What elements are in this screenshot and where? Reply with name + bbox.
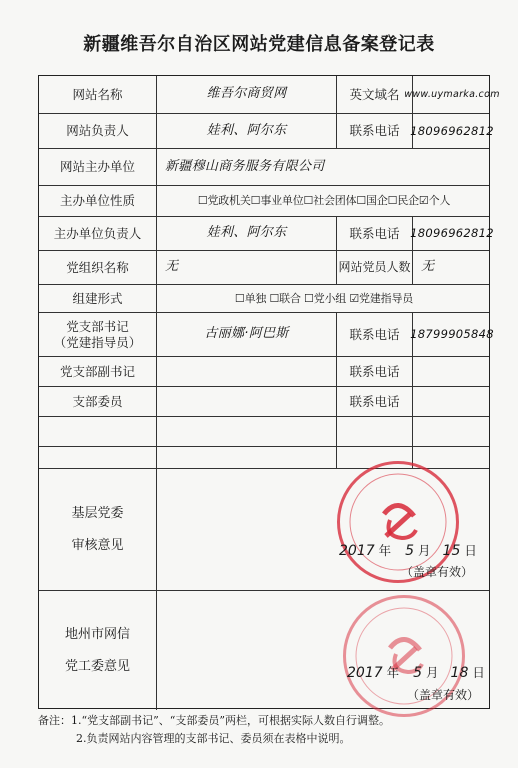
host-type-checkboxes: ☐党政机关☐事业单位☐社会团体☐国企☐民企☑个人 <box>197 194 451 208</box>
review1-seal-note: （盖章有效） <box>401 565 474 579</box>
phone-value-5 <box>413 387 491 416</box>
committee-value <box>157 387 337 416</box>
note-line-1: 备注：1.“党支部副书记”、“支部委员”两栏，可根据实际人数自行调整。 <box>38 714 390 727</box>
secretary-label-line1: 党支部书记 <box>66 318 129 334</box>
member-count-handwritten: 无 <box>421 259 435 275</box>
host-type-label: 主办单位性质 <box>39 186 157 216</box>
domain-value <box>404 76 500 113</box>
blank-cell <box>413 417 491 446</box>
form-notes <box>38 712 498 748</box>
phone-value-4 <box>413 357 491 386</box>
site-owner-value <box>157 114 337 148</box>
blank-cell <box>337 417 413 446</box>
host-unit-value <box>157 149 491 185</box>
site-name-value <box>157 76 337 113</box>
host-head-label: 主办单位负责人 <box>39 217 157 250</box>
host-unit-handwritten: 新疆穆山商务服务有限公司 <box>165 158 325 174</box>
phone-label-3: 联系电话 <box>337 313 413 356</box>
row-host-unit <box>39 149 489 186</box>
committee-label: 支部委员 <box>39 387 157 416</box>
site-name-handwritten: 维吾尔商贸网 <box>206 86 287 102</box>
review2-content <box>157 591 491 710</box>
review2-year-unit: 年 <box>386 665 400 680</box>
deputy-label: 党支部副书记 <box>39 357 157 386</box>
review1-date <box>339 543 477 561</box>
blank-cell <box>39 417 157 446</box>
phone-value-3 <box>410 313 494 356</box>
deputy-value <box>157 357 337 386</box>
secretary-label-line2: （党建指导员） <box>53 334 142 350</box>
form-type-options <box>157 285 491 312</box>
row-host-type <box>39 186 489 217</box>
review2-label-line2: 党工委意见 <box>64 658 130 674</box>
registration-table <box>38 75 500 709</box>
host-head-value <box>157 217 337 250</box>
form-title: 新疆维吾尔自治区网站党建信息备案登记表 <box>83 34 435 55</box>
member-count-value <box>413 251 491 284</box>
review1-month-unit: 月 <box>418 543 431 558</box>
site-name-label: 网站名称 <box>39 76 157 113</box>
row-site-owner <box>39 114 494 149</box>
host-type-options <box>157 186 491 216</box>
review2-month: 5 <box>413 665 423 681</box>
secretary-label <box>39 313 157 356</box>
row-deputy <box>39 357 489 387</box>
review2-label <box>39 591 157 710</box>
review2-day-unit: 日 <box>472 665 485 680</box>
review1-label-line1: 基层党委 <box>71 506 124 522</box>
secretary-value <box>157 313 337 356</box>
review2-date <box>347 665 485 683</box>
party-org-value <box>157 251 337 284</box>
blank-cell <box>157 417 337 446</box>
phone-value-2 <box>410 217 494 250</box>
review1-label-line2: 审核意见 <box>71 537 124 553</box>
phone-value-1 <box>410 114 494 148</box>
party-org-handwritten: 无 <box>165 259 179 275</box>
site-owner-handwritten: 娃利、阿尔东 <box>206 122 287 138</box>
review2-year: 2017 <box>347 665 383 681</box>
row-host-head <box>39 217 494 251</box>
row-secretary <box>39 313 494 357</box>
host-unit-label: 网站主办单位 <box>39 149 157 185</box>
row-review-prefecture <box>39 591 489 710</box>
row-blank-1 <box>39 417 489 447</box>
review2-seal-note: （盖章有效） <box>407 688 480 702</box>
site-owner-label: 网站负责人 <box>39 114 157 148</box>
domain-label: 英文域名 <box>337 76 413 113</box>
review2-day: 18 <box>450 665 469 681</box>
row-site-name <box>39 76 500 114</box>
row-review-grassroots <box>39 469 489 591</box>
review1-label <box>39 469 157 590</box>
phone-label-5: 联系电话 <box>337 387 413 416</box>
row-committee <box>39 387 489 417</box>
row-party-org <box>39 251 489 285</box>
host-head-handwritten: 娃利、阿尔东 <box>206 225 287 241</box>
review2-label-line1: 地州市网信 <box>64 627 130 643</box>
phone-label-4: 联系电话 <box>337 357 413 386</box>
phone-handwritten-1: 18096962812 <box>410 123 494 138</box>
note-line-2: 2.负责网站内容管理的支部书记、委员须在表格中说明。 <box>76 732 351 745</box>
row-form-type <box>39 285 489 313</box>
review1-content <box>157 469 491 590</box>
party-org-label: 党组织名称 <box>39 251 157 284</box>
review1-month: 5 <box>405 543 415 559</box>
review1-day: 15 <box>442 543 461 559</box>
form-type-label: 组建形式 <box>39 285 157 312</box>
member-count-label: 网站党员人数 <box>337 251 413 284</box>
phone-handwritten-3: 18799905848 <box>410 327 494 342</box>
review1-day-unit: 日 <box>464 543 477 558</box>
review1-year-unit: 年 <box>378 543 392 558</box>
blank-cell <box>39 447 157 468</box>
review1-year: 2017 <box>339 543 375 559</box>
domain-handwritten: www.uymarka.com <box>404 88 500 100</box>
secretary-handwritten: 古丽娜·阿巴斯 <box>204 326 289 342</box>
phone-label-1: 联系电话 <box>337 114 413 148</box>
phone-handwritten-2: 18096962812 <box>410 226 494 241</box>
review2-month-unit: 月 <box>426 665 439 680</box>
phone-label-2: 联系电话 <box>337 217 413 250</box>
blank-cell <box>157 447 337 468</box>
form-type-checkboxes: ☐单独 ☐联合 ☐党小组 ☑党建指导员 <box>234 291 414 305</box>
